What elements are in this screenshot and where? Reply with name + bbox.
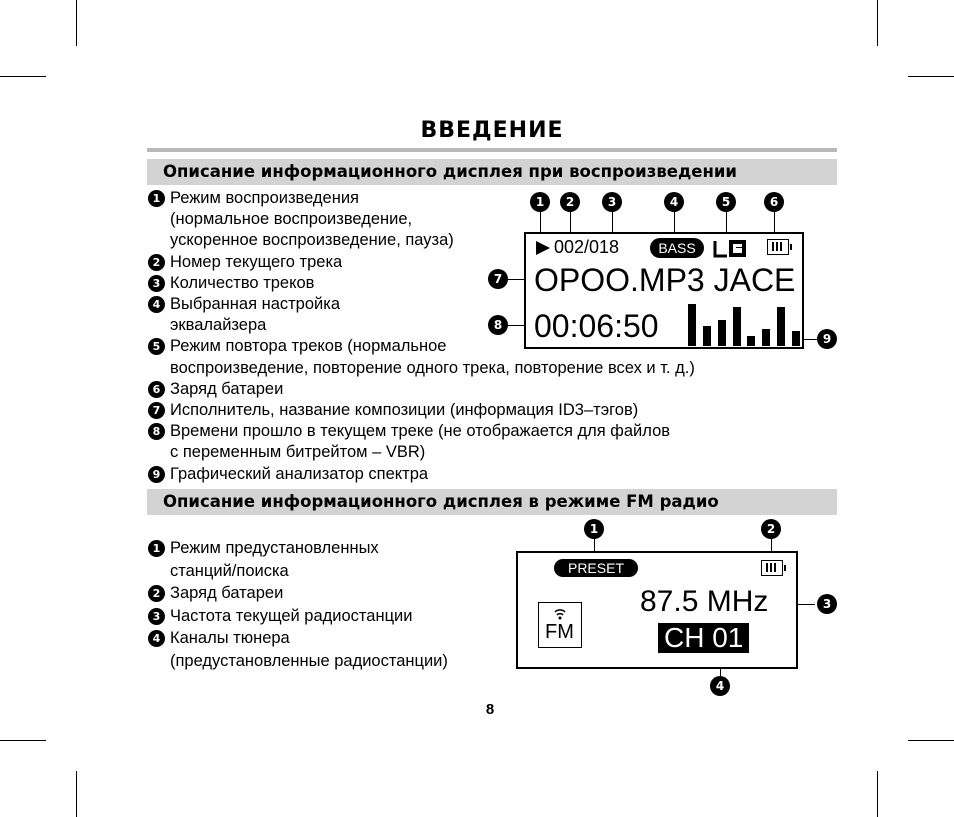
description-text: станций/поиска — [170, 561, 289, 580]
callout-7: 7 — [488, 269, 508, 289]
description-line — [170, 209, 412, 229]
track-counter: 002/018 — [554, 237, 620, 257]
item-number-badge: 6 — [148, 381, 165, 398]
callout-2: 2 — [761, 519, 781, 539]
callout-3: 3 — [602, 192, 622, 212]
description-line — [148, 400, 638, 420]
crop-mark — [76, 771, 77, 817]
description-text: (предустановленные радиостанции) — [170, 652, 448, 670]
spectrum-bar — [777, 307, 785, 346]
item-number-badge: 3 — [148, 275, 165, 292]
playback-lcd — [524, 232, 804, 349]
crop-mark — [0, 76, 46, 77]
item-number-badge: 2 — [148, 254, 165, 271]
preset-badge: PRESET — [554, 559, 638, 577]
description-line — [148, 379, 283, 399]
description-text: Заряд батареи — [170, 379, 284, 398]
description-text: Количество треков — [170, 273, 315, 292]
page-number: 8 — [485, 701, 495, 718]
description-text: Времени прошло в текущем треке (не отображается для файлов — [170, 422, 671, 441]
battery-icon — [761, 560, 783, 576]
callout-9: 9 — [817, 329, 837, 349]
item-number-badge: 7 — [148, 402, 165, 419]
description-text: (нормальное воспроизведение, — [170, 210, 413, 229]
callout-2: 2 — [560, 192, 580, 212]
play-triangle-icon — [535, 240, 551, 256]
item-number-badge: 9 — [148, 466, 165, 483]
description-line — [170, 230, 454, 250]
description-text: Выбранная настройка — [170, 295, 341, 313]
item-number-badge: 1 — [148, 190, 165, 207]
tuner-channel: CH 01 — [658, 623, 749, 653]
description-line — [148, 188, 359, 208]
description-line — [170, 561, 289, 581]
item-number-badge: 3 — [148, 608, 165, 625]
description-text: с переменным битрейтом – VBR) — [170, 443, 426, 462]
item-number-badge: 2 — [148, 585, 165, 602]
elapsed-time: 00:06:50 — [534, 308, 659, 344]
description-text: воспроизведение, повторение одного трека, повторение всех и т. д.) — [170, 358, 695, 377]
callout-6: 6 — [764, 192, 784, 212]
crop-mark — [908, 76, 954, 77]
fm-lcd — [516, 551, 798, 669]
description-line — [148, 273, 314, 293]
description-text: Режим воспроизведения — [170, 189, 359, 207]
description-text: Графический анализатор спектра — [170, 464, 429, 483]
crop-mark — [76, 0, 77, 46]
description-line — [148, 464, 428, 484]
crop-mark — [877, 0, 878, 46]
item-number-badge: 5 — [148, 338, 165, 355]
spectrum-bar — [792, 331, 800, 346]
section-heading-playback: Описание информационного дисплея при воспроизведении — [147, 159, 837, 185]
description-text: Номер текущего трека — [170, 252, 343, 271]
description-line — [148, 628, 290, 648]
description-text: Исполнитель, название композиции (информация ID3–тэгов) — [170, 401, 639, 419]
spectrum-bar — [762, 329, 770, 346]
battery-icon — [767, 239, 789, 255]
description-line — [170, 442, 425, 462]
callout-3: 3 — [817, 594, 837, 614]
callout-5: 5 — [716, 192, 736, 212]
repeat-mode-icon — [713, 238, 747, 258]
song-title: OPOO.MP3 JACE — [534, 262, 796, 298]
callout-8: 8 — [488, 315, 508, 335]
spectrum-bar — [718, 320, 726, 346]
section-heading-fm: Описание информационного дисплея в режиме FM радио — [147, 489, 837, 515]
description-line — [148, 336, 446, 356]
radio-signal-icon — [552, 606, 568, 620]
radio-frequency: 87.5 MHz — [640, 585, 769, 618]
spectrum-bar — [747, 336, 755, 346]
description-line — [148, 606, 412, 626]
fm-label: FM — [545, 621, 574, 643]
crop-mark — [0, 740, 46, 741]
description-text: ускоренное воспроизведение, пауза) — [170, 231, 454, 250]
spectrum-bar — [733, 307, 741, 346]
description-text: эквалайзера — [170, 316, 267, 335]
description-line — [170, 358, 695, 378]
description-line — [148, 421, 670, 441]
description-text: Каналы тюнера — [170, 629, 290, 648]
callout-4: 4 — [664, 192, 684, 212]
crop-mark — [877, 771, 878, 817]
eq-badge: BASS — [650, 238, 704, 258]
spectrum-analyzer — [688, 302, 800, 346]
item-number-badge: 1 — [148, 540, 165, 557]
item-number-badge: 8 — [148, 423, 165, 440]
description-line — [148, 538, 379, 558]
description-line — [148, 252, 342, 272]
title-rule — [147, 148, 837, 152]
crop-mark — [908, 740, 954, 741]
callout-4: 4 — [710, 676, 730, 696]
fm-icon — [538, 602, 582, 648]
description-text: Режим предустановленных — [170, 539, 379, 557]
description-text: Заряд батареи — [170, 584, 284, 603]
item-number-badge: 4 — [148, 296, 165, 313]
spectrum-bar — [688, 304, 696, 346]
description-text: Режим повтора треков (нормальное — [170, 337, 447, 356]
description-line — [148, 583, 283, 603]
item-number-badge: 4 — [148, 630, 165, 647]
description-text: Частота текущей радиостанции — [170, 606, 413, 625]
description-line — [148, 294, 340, 314]
description-line — [170, 315, 266, 335]
callout-1: 1 — [584, 519, 604, 539]
description-line — [170, 651, 448, 671]
page-title: ВВЕДЕНИЕ — [420, 118, 564, 143]
callout-1: 1 — [530, 192, 550, 212]
spectrum-bar — [703, 326, 711, 346]
